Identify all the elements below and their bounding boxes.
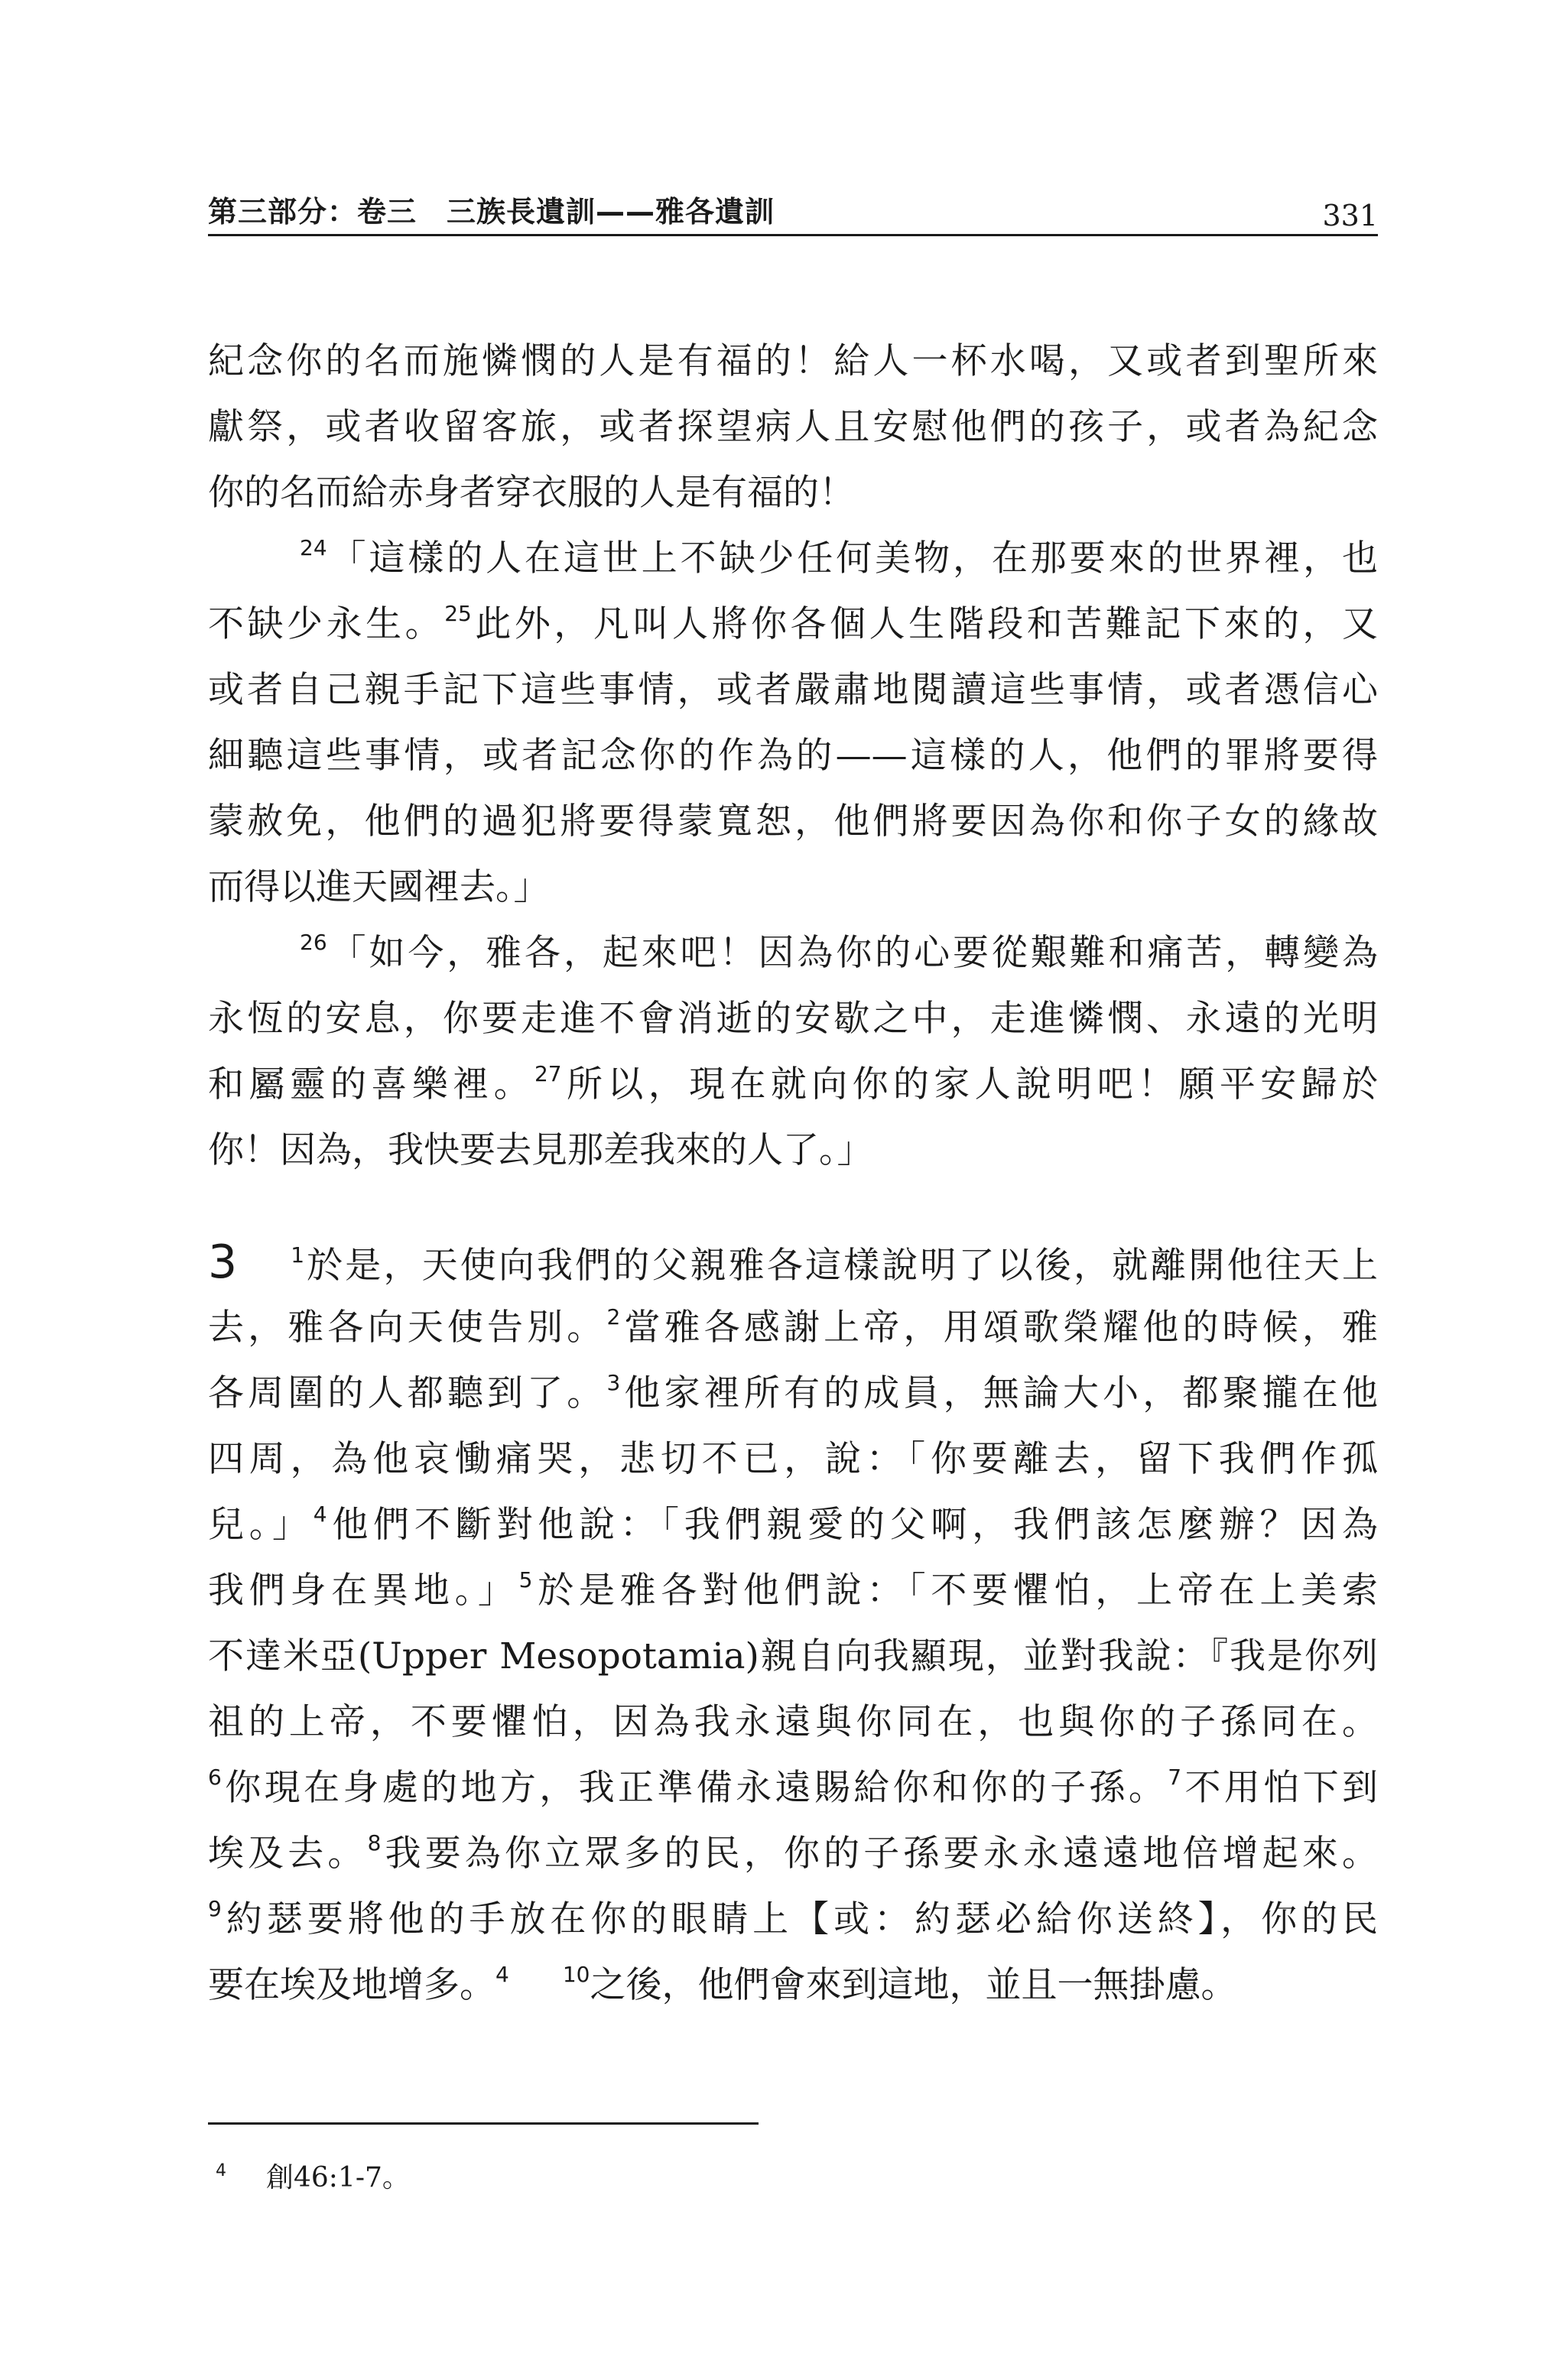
header-rule (208, 234, 1378, 236)
text-line: 蒙赦免，他們的過犯將要得蒙寬恕，他們將要因為你和你子女的緣故 (208, 800, 1378, 843)
text-line: 去，雅各向天使告別。$^2$當雅各感謝上帝，用頌歌榮耀他的時候，雅 (208, 1304, 1378, 1349)
text-line: 埃及去。$^8$我要為你立眾多的民，你的子孫要永永遠遠地倍增起來。 (208, 1830, 1378, 1875)
footnote-marker: 4 (216, 2161, 226, 2180)
text-line: 和屬靈的喜樂裡。$^{27}$所以，現在就向你的家人說明吧！願平安歸於 (208, 1061, 1378, 1106)
text-line: 兒。」$^4$他們不斷對他說：「我們親愛的父啊，我們該怎麼辦？因為 (208, 1502, 1378, 1546)
text-line: 3 $^1$於是，天使向我們的父親雅各這樣說明了以後，就離開他往天上 (208, 1235, 1378, 1289)
running-header (208, 177, 1378, 239)
text-line: 或者自己親手記下這些事情，或者嚴肅地閱讀這些事情，或者憑信心 (208, 669, 1378, 711)
text-line: 不缺少永生。$^{25}$此外，凡叫人將你各個人生階段和苦難記下來的，又 (208, 601, 1378, 645)
verse-number: 24 (300, 535, 327, 560)
verse-number: 8 (367, 1830, 382, 1856)
footnote-rule (208, 2122, 759, 2125)
footnote-text: 創46:1-7。 (266, 2162, 410, 2193)
text-line: 要在埃及地增多。$^4$ $^{10}$之後，他們會來到這地，並且一無掛慮。 (208, 1962, 1237, 2006)
verse-number: 6 (208, 1765, 222, 1790)
text-line: 紀念你的名而施憐憫的人是有福的！給人一杯水喝，又或者到聖所來 (208, 340, 1378, 382)
section-gap (208, 1184, 1378, 1229)
verse-number: 26 (300, 930, 327, 955)
text-line: $^{24}$「這樣的人在這世上不缺少任何美物，在那要來的世界裡，也 (300, 535, 1378, 580)
verse-number: 9 (208, 1896, 222, 1921)
verse-number: 4 (313, 1502, 327, 1527)
verse-number: 25 (444, 601, 472, 626)
footnote-reference[interactable]: 4 (495, 1962, 509, 1987)
verse-number: 10 (562, 1962, 590, 1987)
text-line: 各周圍的人都聽到了。$^3$他家裡所有的成員，無論大小，都聚攏在他 (208, 1370, 1378, 1414)
footnote (216, 2156, 410, 2195)
text-line: 不達米亞(Upper Mesopotamia)親自向我顯現，並對我說：『我是你列 (208, 1635, 1378, 1677)
text-line: 我們身在異地。」$^5$於是雅各對他們說：「不要懼怕，上帝在上美索 (208, 1567, 1378, 1612)
text-line: $^6$你現在身處的地方，我正準備永遠賜給你和你的子孫。$^7$不用怕下到 (208, 1765, 1378, 1809)
page-number: 331 (1322, 199, 1378, 232)
verse-number: 2 (606, 1304, 621, 1330)
verse-number: 1 (291, 1242, 305, 1268)
verse-number: 5 (518, 1567, 533, 1593)
text-line: 祖的上帝，不要懼怕，因為我永遠與你同在，也與你的子孫同在。 (208, 1701, 1378, 1743)
text-line: 獻祭，或者收留客旅，或者探望病人且安慰他們的孩子，或者為紀念 (208, 406, 1378, 448)
header-title: 第三部分：卷三 三族長遺訓——雅各遺訓 (208, 195, 775, 229)
verse-number: 27 (534, 1061, 562, 1086)
chapter-number: 3 (208, 1235, 238, 1289)
text-line: $^9$約瑟要將他的手放在你的眼睛上【或：約瑟必給你送終】，你的民 (208, 1896, 1378, 1940)
verse-number: 7 (1168, 1765, 1182, 1790)
text-line: 四周，為他哀慟痛哭，悲切不已，說：「你要離去，留下我們作孤 (208, 1438, 1378, 1480)
text-line: 你！因為，我快要去見那差我來的人了。」 (208, 1129, 873, 1171)
text-line: 細聽這些事情，或者記念你的作為的——這樣的人，他們的罪將要得 (208, 735, 1378, 777)
text-line: $^{26}$「如今，雅各，起來吧！因為你的心要從艱難和痛苦，轉變為 (300, 930, 1378, 974)
text-line: 你的名而給赤身者穿衣服的人是有福的！ (208, 472, 855, 514)
text-line: 而得以進天國裡去。」 (208, 866, 550, 908)
body-text (208, 329, 1378, 2018)
text-line: 永恆的安息，你要走進不會消逝的安歇之中，走進憐憫、永遠的光明 (208, 998, 1378, 1040)
verse-number: 3 (606, 1370, 621, 1395)
